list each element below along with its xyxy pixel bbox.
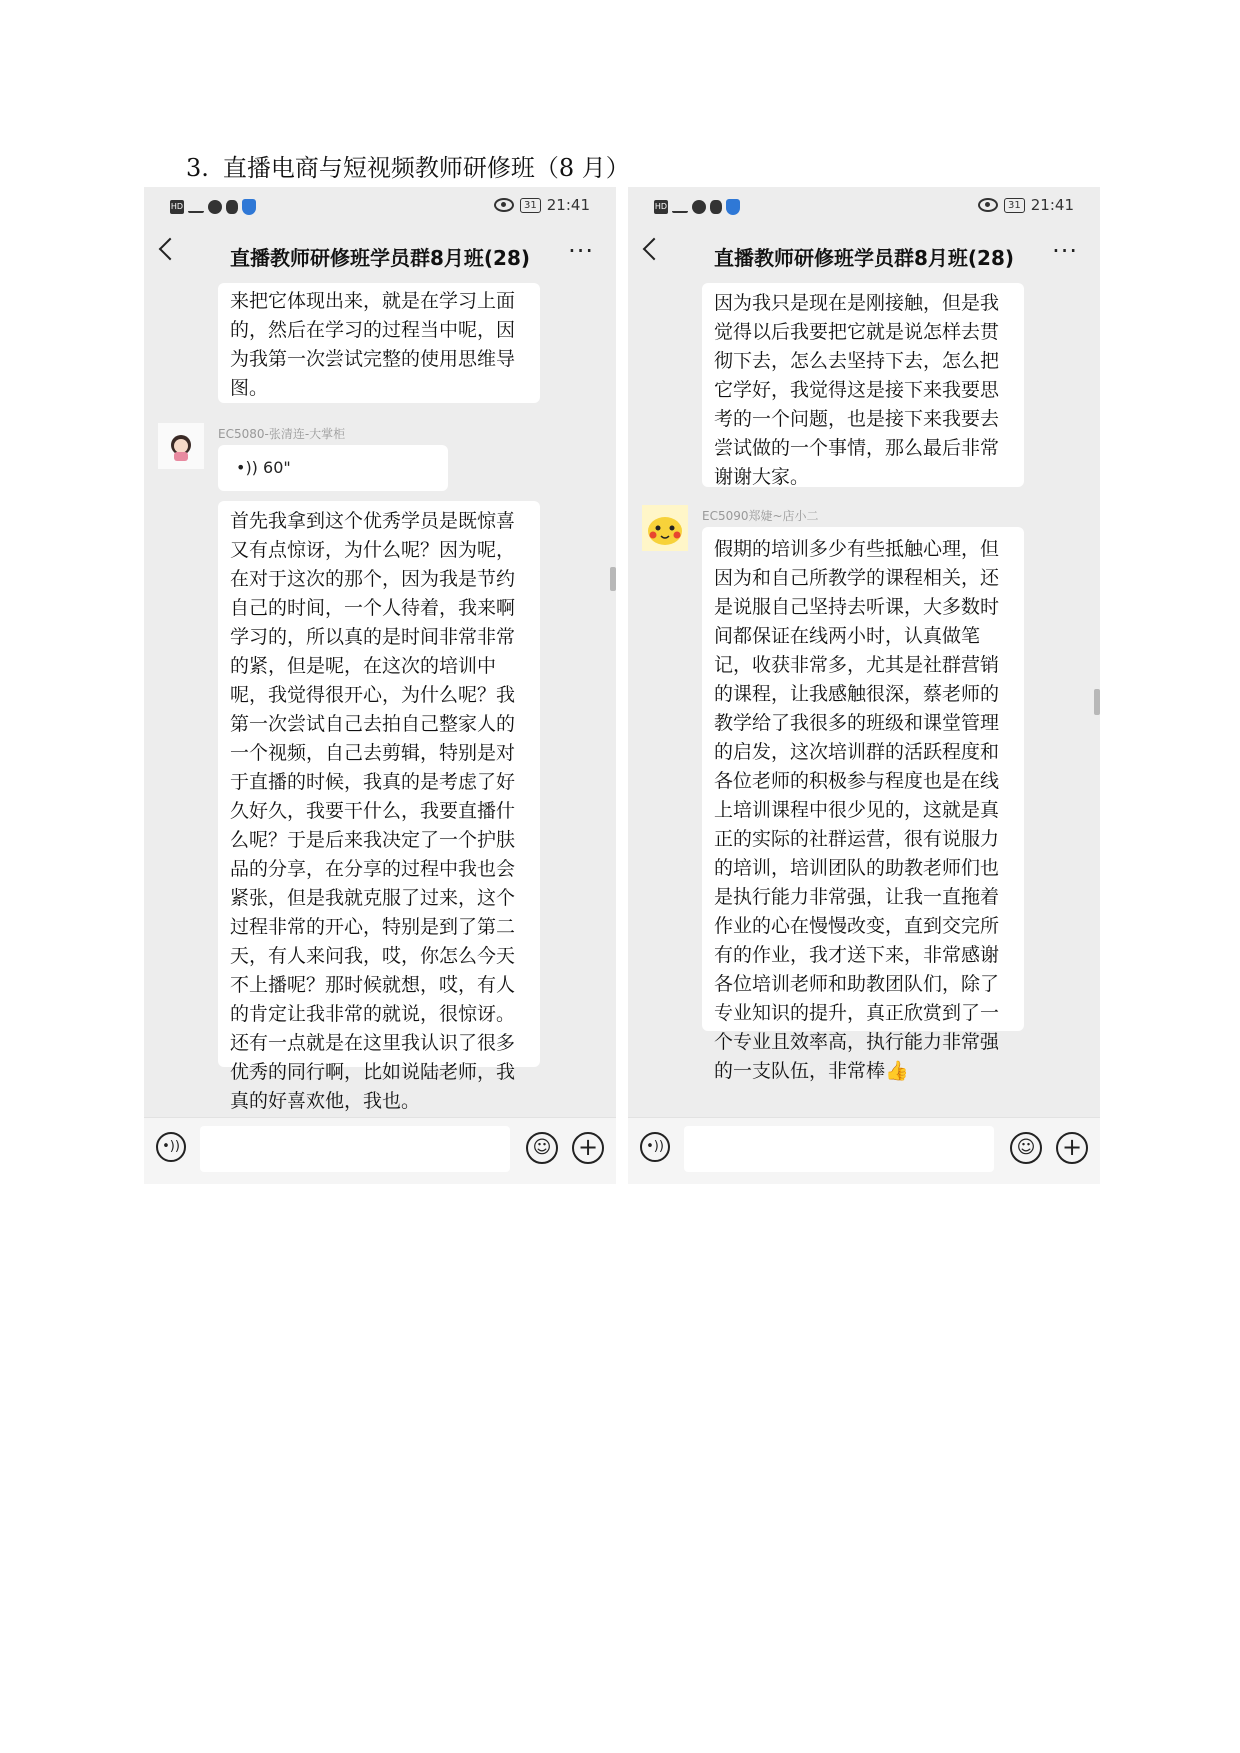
status-bar — [144, 187, 616, 227]
signal-icon — [672, 201, 688, 213]
emoji-icon[interactable]: ☺ — [1010, 1132, 1042, 1164]
hd-icon: HD — [170, 200, 184, 214]
message-bubble: 首先我拿到这个优秀学员是既惊喜又有点惊讶，为什么呢？因为呢，在对于这次的那个，因为我是节约自己的时间，一个人待着，我来啊学习的，所以真的是时间非常非常的紧，但是呢，在这次的培训中呢，我觉得很开心，为什么呢？我第一次尝试自己去拍自己整家人的一个视频，自己去剪辑，特别是对于直播的时候，我真的是考虑了好久好久，我要干什么，我要直播什么呢？于是后来我决定了一个护肤品的分享，在分享的过程中我也会紧张，但是我就克服了过来，这个过程非常的开心，特别是到了第二天，有人来问我，哎，你怎么今天不上播呢？那时候就想，哎，有人的肯定让我非常的就说，很惊讶。还有一点就是在这里我认识了很多优秀的同行啊，比如说陆老师，我真的好喜欢他，我也。 — [218, 501, 540, 1067]
shield-icon — [242, 199, 256, 215]
scrollbar[interactable] — [1094, 689, 1100, 715]
chat-title: 直播教师研修班学员群8月班(28) — [713, 246, 1015, 270]
battery-icon: 31 — [1004, 198, 1025, 213]
status-right — [978, 196, 1074, 214]
battery-icon: 31 — [520, 198, 541, 213]
chat-header — [628, 227, 1100, 283]
message-input[interactable] — [684, 1126, 994, 1172]
more-icon[interactable]: ··· — [1052, 237, 1078, 265]
message-list[interactable] — [628, 283, 1100, 1082]
weibo-icon — [710, 200, 722, 214]
more-icon[interactable]: ··· — [568, 237, 594, 265]
voice-duration: 60" — [263, 458, 291, 477]
voice-message[interactable] — [218, 445, 448, 491]
status-icons — [654, 199, 740, 215]
message-bubble: 假期的培训多少有些抵触心理，但因为和自己所教学的课程相关，还是说服自己坚持去听课，大多数时间都保证在线两小时，认真做笔记，收获非常多，尤其是社群营销的课程，让我感触很深，蔡老师的教学给了我很多的班级和课堂管理的启发，这次培训群的活跃程度和各位老师的积极参与程度也是在线上培训课程中很少见的，这就是真正的实际的社群运营，很有说服力的培训，培训团队的助教老师们也是执行能力非常强，让我一直拖着作业的心在慢慢改变，直到交完所有的作业，我才送下来，非常感谢各位培训老师和助教团队们，除了专业知识的提升，真正欣赏到了一个专业且效率高，执行能力非常强的一支队伍，非常棒👍 — [702, 527, 1024, 1031]
voice-input-icon[interactable]: •)) — [640, 1132, 670, 1162]
phone-screenshot-right — [628, 187, 1100, 1183]
weibo-icon — [226, 200, 238, 214]
message-input[interactable] — [200, 1126, 510, 1172]
status-bar — [628, 187, 1100, 227]
voice-input-icon[interactable]: •)) — [156, 1132, 186, 1162]
status-icons — [170, 199, 256, 215]
wechat-icon — [208, 200, 222, 214]
section-title: 直播电商与短视频教师研修班（8 月） — [222, 154, 630, 182]
avatar[interactable] — [642, 505, 688, 551]
input-bar — [628, 1117, 1100, 1184]
chat-header — [144, 227, 616, 283]
message-bubble: 因为我只是现在是刚接触，但是我觉得以后我要把它就是说怎样去贯彻下去，怎么去坚持下去，怎么把它学好，我觉得这是接下来我要思考的一个问题，也是接下来我要去尝试做的一个事情，那么最后非常谢谢大家。 — [702, 283, 1024, 487]
shield-icon — [726, 199, 740, 215]
signal-icon — [188, 201, 204, 213]
scrollbar[interactable] — [610, 567, 616, 591]
sound-wave-icon: •)) — [236, 458, 258, 477]
wechat-icon — [692, 200, 706, 214]
status-right — [494, 196, 590, 214]
phone-screenshot-left — [144, 187, 616, 1183]
pikachu-avatar-icon — [642, 505, 688, 551]
message-list[interactable] — [144, 283, 616, 1112]
section-heading — [186, 148, 630, 183]
section-number: 3. — [186, 154, 209, 182]
chat-title: 直播教师研修班学员群8月班(28) — [229, 246, 531, 270]
sender-name: EC5080-张清连-大掌柜 — [218, 427, 346, 441]
emoji-icon[interactable]: ☺ — [526, 1132, 558, 1164]
sender-name: EC5090郑婕~店小二 — [702, 509, 819, 523]
avatar[interactable] — [158, 423, 204, 469]
eye-icon — [494, 198, 514, 212]
plus-icon[interactable]: + — [1056, 1132, 1088, 1164]
eye-icon — [978, 198, 998, 212]
clock: 21:41 — [1030, 196, 1074, 214]
plus-icon[interactable]: + — [572, 1132, 604, 1164]
clock: 21:41 — [546, 196, 590, 214]
hd-icon: HD — [654, 200, 668, 214]
girl-avatar-icon — [158, 423, 204, 469]
message-bubble: 来把它体现出来，就是在学习上面的，然后在学习的过程当中呢，因为我第一次尝试完整的使用思维导图。 — [218, 283, 540, 403]
input-bar — [144, 1117, 616, 1184]
